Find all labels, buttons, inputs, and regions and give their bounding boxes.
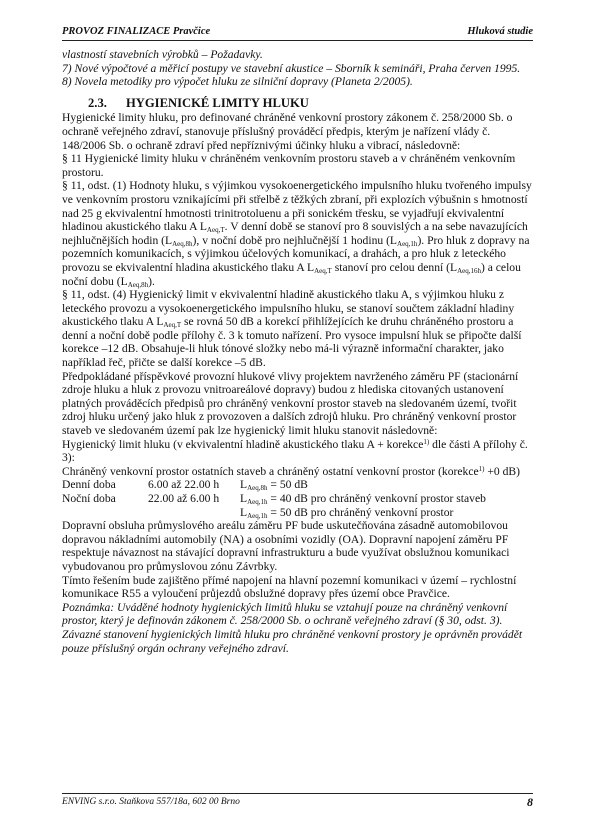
page-number: 8	[527, 795, 533, 809]
paragraph: Hygienické limity hluku, pro definované chráněné venkovní prostory zákonem č. 258/2000 Sb. o ochraně veřejného zdraví, stanovuje příslušný prováděcí předpis, kterým je nařízení vlády č. 148/2006 Sb. o ochraně zdraví před nepříznivými účinky hluku a vibrací, následovně:	[62, 111, 513, 152]
paragraph: Tímto řešením bude zajištěno přímé napojení na hlavní pozemní komunikaci v území – rychlostní komunikace R55 a vyloučení průjezdů obslužné dopravy přes území obce Pravčice.	[62, 573, 517, 601]
paragraph: § 11, odst. (4) Hygienický limit v ekvivalentní hladině akustického tlaku A, s výjimkou hluku z leteckého provozu a vysokoenergetického impulsního hluku, se stanoví součtem základní hladiny akustického tlaku A $L_{Aeq,T}$ se rovná 50 dB a korekcí přihlížejících ke druhu chráněného prostoru a denní a noční době podle přílohy č. 3 k tomuto nařízení. Pro vysoce impulsní hluk se připočte další korekce –12 dB. Obsahuje-li hluk tónové složky nebo má-li výrazně informační charakter, jako například řeč, přičte se další korekce –5 dB.	[62, 288, 522, 370]
paragraph: Dopravní obsluha průmyslového areálu záměru PF bude uskutečňována zásadně automobilovou dopravou nákladními automobily (NA) a osobními vozidly (OA). Dopravní napojení záměru PF respektuje návaznost na stávající dopravní infrastrukturu a bude využívat obslužnou komunikaci vybudovanou pro průmyslovou zónu Závrbky.	[62, 519, 510, 573]
page-footer	[62, 793, 533, 809]
paragraph: § 11, odst. (1) Hodnoty hluku, s výjimkou vysokoenergetického impulsního hluku tvořeného impulsy ve venkovním prostoru vznikajícími při střelbě z těžkých zbraní, při explozích výbušnin s hmotností nad 25 g ekvivalentní hmotnosti trinitrotoluenu a při sonickém třesku, se vyjadřují ekvivalentní hladinou akustického tlaku A $L_{Aeq,T}$. V denní době se stanoví pro 8 souvislých a na sebe navazujících nejhlučnějších hodin $(L_{Aeq,8h})$, v noční době pro nejhlučnější 1 hodinu $(L_{Aeq,1h})$. Pro hluk z dopravy na pozemních komunikacích, s výjimkou účelových komunikací, a drahách, a pro hluk z leteckého provozu se ekvivalentní hladina akustického tlaku A $L_{Aeq,T}$ stanoví pro celou denní $(L_{Aeq,16h})$ a celou noční dobu $(L_{Aeq,8h})$.	[62, 179, 532, 289]
paragraph: § 11 Hygienické limity hluku v chráněném venkovním prostoru staveb a v chráněném venkovním prostoru.	[62, 152, 516, 179]
limit-label: Noční doba	[62, 492, 116, 505]
paragraph: Hygienický limit hluku (v ekvivalentní hladině akustického tlaku A + korekce$^{1)}$ dle části A přílohy č. 3):	[62, 437, 528, 465]
limits-table	[62, 478, 532, 519]
paragraph: Předpokládané příspěvkové provozní hlukové vlivy projektem navrženého záměru PF (stacionární zdroje hluku a hluk z provozu vnitroareálové dopravy) budou z hlediska citovaných ustanovení platných prováděcích předpisů pro chráněný venkovní prostor staveb na sledovaném území, tvořit zdroj hluku určený jako hluk z provozoven a dalších zdrojů hluku. Pro chráněný venkovní prostor staveb ve sledovaném území pak lze hygienický limit hluku stanovit následovně:	[62, 369, 519, 438]
page-header	[62, 24, 533, 41]
limit-label: Denní doba	[62, 478, 116, 492]
ref-line: 7) Nové výpočtové a měřicí postupy ve stavební akustice – Sborník k semináři, Praha červen 1995.	[62, 61, 521, 75]
ref-line: 8) Novela metodiky pro výpočet hluku ze silniční dopravy (Planeta 2/2005).	[62, 75, 413, 89]
section-heading	[62, 97, 532, 111]
limit-time: 6.00 až 22.00 h	[148, 478, 220, 492]
note: Poznámka: Uváděné hodnoty hygienických limitů hluku se vztahují pouze na chráněný venkovní prostor, který je definován zákonem č. 258/2000 Sb. o ochraně veřejného zdraví (§ 30, odst. 3). Závazné stanovení hygienických limitů hluku pro chráněné venkovní prostory je oprávněn provádět pouze příslušný orgán ochrany veřejného zdraví.	[62, 600, 523, 655]
paragraph: Chráněný venkovní prostor ostatních staveb a chráněný ostatní venkovní prostor (korekce$^{1)}$ +0 dB)	[62, 464, 520, 478]
limit-time	[148, 506, 240, 520]
header-project: PROVOZ FINALIZACE Pravčice	[62, 26, 211, 37]
header-doc-type: Hluková studie	[467, 26, 533, 37]
ref-line: vlastností stavebních výrobků – Požadavky.	[62, 48, 263, 61]
limit-value: $L_{Aeq,1h} = 50$ dB pro chráněný venkovní prostor	[240, 505, 454, 520]
section-number: 2.3.	[88, 95, 107, 110]
section-title: HYGIENICKÉ LIMITY HLUKU	[126, 95, 309, 110]
limit-label	[62, 506, 148, 520]
footer-company: ENVING s.r.o. Staňkova 557/18a, 602 00 Brno	[62, 797, 240, 807]
limit-value: $L_{Aeq,8h} = 50$ dB	[240, 478, 308, 493]
page-body	[62, 48, 532, 655]
limit-time: 22.00 až 6.00 h	[148, 492, 220, 505]
limit-value: $L_{Aeq,1h} = 40$ dB pro chráněný venkovní prostor staveb	[240, 492, 486, 506]
